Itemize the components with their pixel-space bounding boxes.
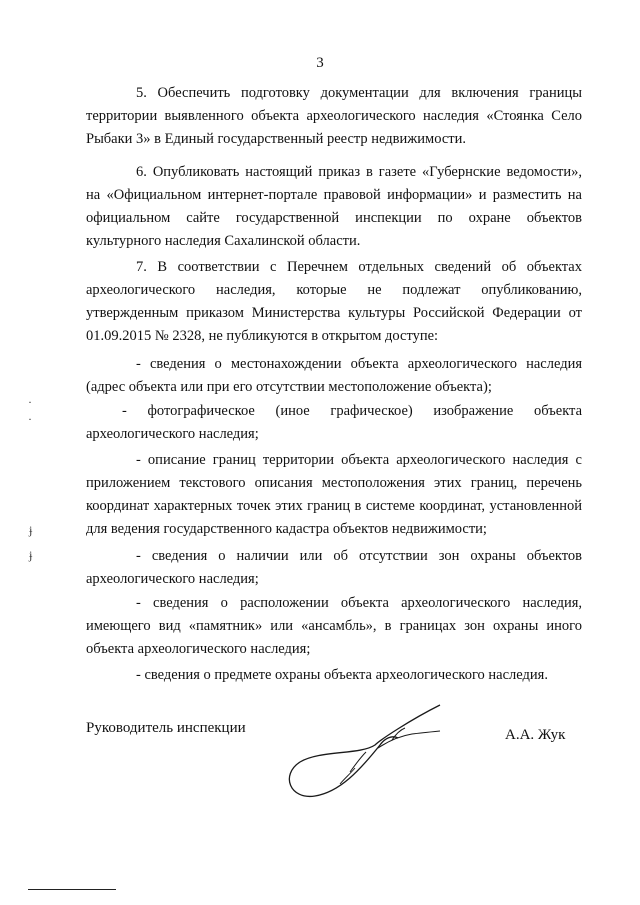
footnote-separator — [28, 889, 116, 890]
margin-dot: · — [28, 412, 32, 426]
margin-dot: · — [28, 395, 32, 409]
paragraph-6: 6. Опубликовать настоящий приказ в газете «Губернские ведомости», на «Официальном интернет-портале правовой информации» и разместить на официальном сайте государственной инспекции по охране объектов культурного наследия Сахалинской области. — [86, 164, 582, 249]
list-item-location: - сведения о местонахождении объекта археологического наследия (адрес объекта или при его отсутствии местоположение объекта); — [86, 356, 582, 395]
list-item-protection-zones: - сведения о наличии или об отсутствии зон охраны объектов археологического наследия; — [86, 548, 582, 587]
handwritten-signature — [280, 700, 450, 810]
list-item-subject: - сведения о предмете охраны объекта археологического наследия. — [136, 667, 548, 683]
list-item-placement: - сведения о расположении объекта археологического наследия, имеющего вид «памятник» или «ансамбль», в границах зон охраны иного объекта археологического наследия; — [86, 595, 582, 657]
signatory-role: Руководитель инспекции — [86, 720, 246, 736]
list-item-photo: - фотографическое (иное графическое) изображение объекта археологического наследия; — [86, 403, 582, 442]
margin-scribble: ɉ — [29, 548, 33, 562]
paragraph-7: 7. В соответствии с Перечнем отдельных сведений об объектах археологического наследия, которые не подлежат опубликованию, утвержденным приказом Министерства культуры Российской Федерации от 01.09.2015 № 2328, не публикуются в открытом доступе: — [86, 259, 582, 344]
paragraph-5: 5. Обеспечить подготовку документации для включения границы территории выявленного объекта археологического наследия «Стоянка Село Рыбаки 3» в Единый государственный реестр недвижимости. — [86, 85, 582, 147]
signatory-name: А.А. Жук — [505, 727, 566, 743]
page-number: 3 — [316, 55, 324, 71]
margin-scribble: ɉ — [29, 523, 33, 537]
list-item-boundaries: - описание границ территории объекта археологического наследия с приложением текстового описания местоположения этих границ, перечень координат характерных точек этих границ в системе координат, установленной для ведения государственного кадастра объектов недвижимости; — [86, 452, 582, 537]
